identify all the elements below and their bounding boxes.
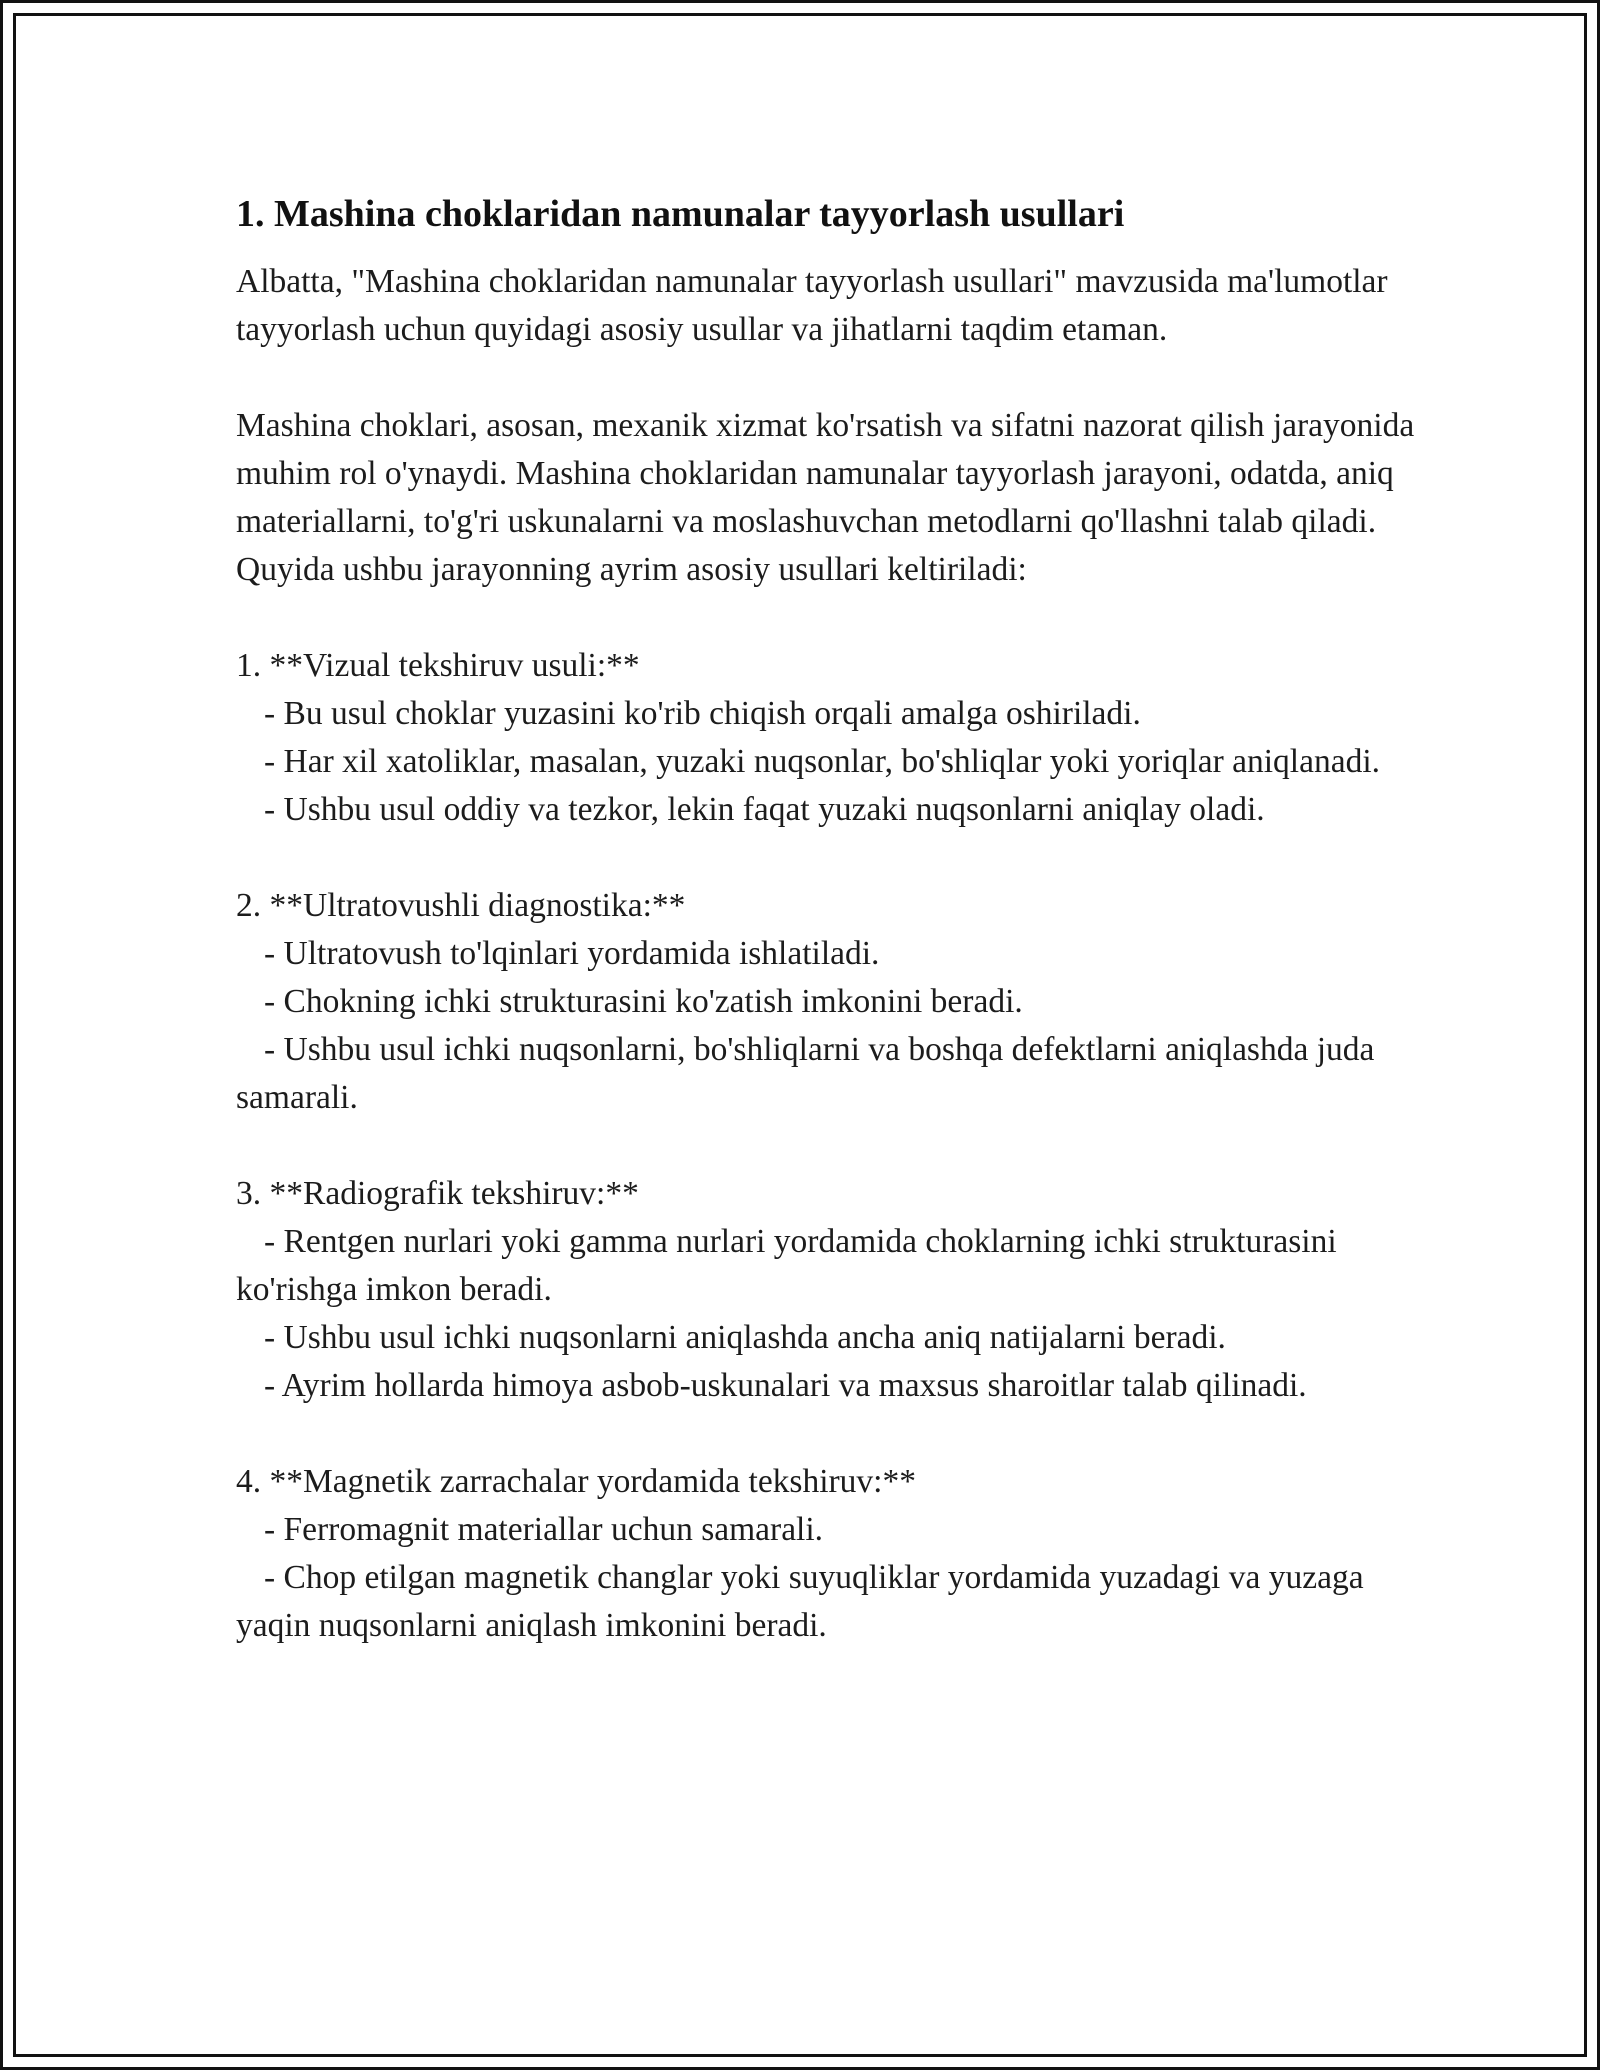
bullet-text: - Rentgen nurlari yoki gamma nurlari yordamida choklarning ichki strukturasini ko'rishga imkon beradi.: [236, 1223, 1337, 1308]
bullet-text: - Ushbu usul ichki nuqsonlarni aniqlashda ancha aniq natijalarni beradi.: [264, 1319, 1226, 1356]
document-title: 1. Mashina choklaridan namunalar tayyorlash usullari: [236, 193, 1125, 235]
bullet-text: - Ultratovush to'lqinlari yordamida ishlatiladi.: [264, 935, 880, 972]
bullet-item: [236, 690, 1416, 738]
bullet-text: - Chop etilgan magnetik changlar yoki suyuqliklar yordamida yuzadagi va yuzaga yaqin nuqsonlarni aniqlash imkonini beradi.: [236, 1559, 1364, 1644]
bullet-item: [236, 930, 1416, 978]
bullet-item: [236, 738, 1416, 786]
bullet-text: - Bu usul choklar yuzasini ko'rib chiqish orqali amalga oshiriladi.: [264, 695, 1141, 732]
bullet-item: [236, 1218, 1416, 1314]
bullet-item: [236, 1362, 1416, 1410]
bullet-item: [236, 1506, 1416, 1554]
document-body: [236, 190, 1416, 1698]
method-section-visual: [236, 642, 1416, 834]
bullet-text: - Ayrim hollarda himoya asbob-uskunalari va maxsus sharoitlar talab qilinadi.: [264, 1367, 1307, 1404]
section-heading: 4. **Magnetik zarrachalar yordamida tekshiruv:**: [236, 1463, 916, 1500]
section-heading: 1. **Vizual tekshiruv usuli:**: [236, 647, 640, 684]
method-section-magnetic: [236, 1458, 1416, 1650]
bullet-item: [236, 1026, 1416, 1122]
bullet-text: - Ushbu usul ichki nuqsonlarni, bo'shliqlarni va boshqa defektlarni aniqlashda juda samarali.: [236, 1031, 1375, 1116]
bullet-item: [236, 978, 1416, 1026]
bullet-item: [236, 1554, 1416, 1650]
bullet-text: - Ushbu usul oddiy va tezkor, lekin faqat yuzaki nuqsonlarni aniqlay oladi.: [264, 791, 1265, 828]
intro-paragraph: Albatta, "Mashina choklaridan namunalar tayyorlash usullari" mavzusida ma'lumotlar tayyorlash uchun quyidagi asosiy usullar va jihatlarni taqdim etaman.: [236, 263, 1388, 348]
bullet-text: - Har xil xatoliklar, masalan, yuzaki nuqsonlar, bo'shliqlar yoki yoriqlar aniqlanadi.: [264, 743, 1381, 780]
method-section-radiographic: [236, 1170, 1416, 1410]
bullet-text: - Ferromagnit materiallar uchun samarali.: [264, 1511, 824, 1548]
section-heading: 2. **Ultratovushli diagnostika:**: [236, 887, 686, 924]
bullet-text: - Chokning ichki strukturasini ko'zatish imkonini beradi.: [264, 983, 1023, 1020]
method-section-ultrasonic: [236, 882, 1416, 1122]
intro-paragraph: Mashina choklari, asosan, mexanik xizmat ko'rsatish va sifatni nazorat qilish jarayonida muhim rol o'ynaydi. Mashina choklaridan namunalar tayyorlash jarayoni, odatda, aniq materiallarni, to'g'ri uskunalarni va moslashuvchan metodlarni qo'llashni talab qiladi. Quyida ushbu jarayonning ayrim asosiy usullari keltiriladi:: [236, 407, 1415, 588]
bullet-item: [236, 786, 1416, 834]
section-heading: 3. **Radiografik tekshiruv:**: [236, 1175, 639, 1212]
bullet-item: [236, 1314, 1416, 1362]
